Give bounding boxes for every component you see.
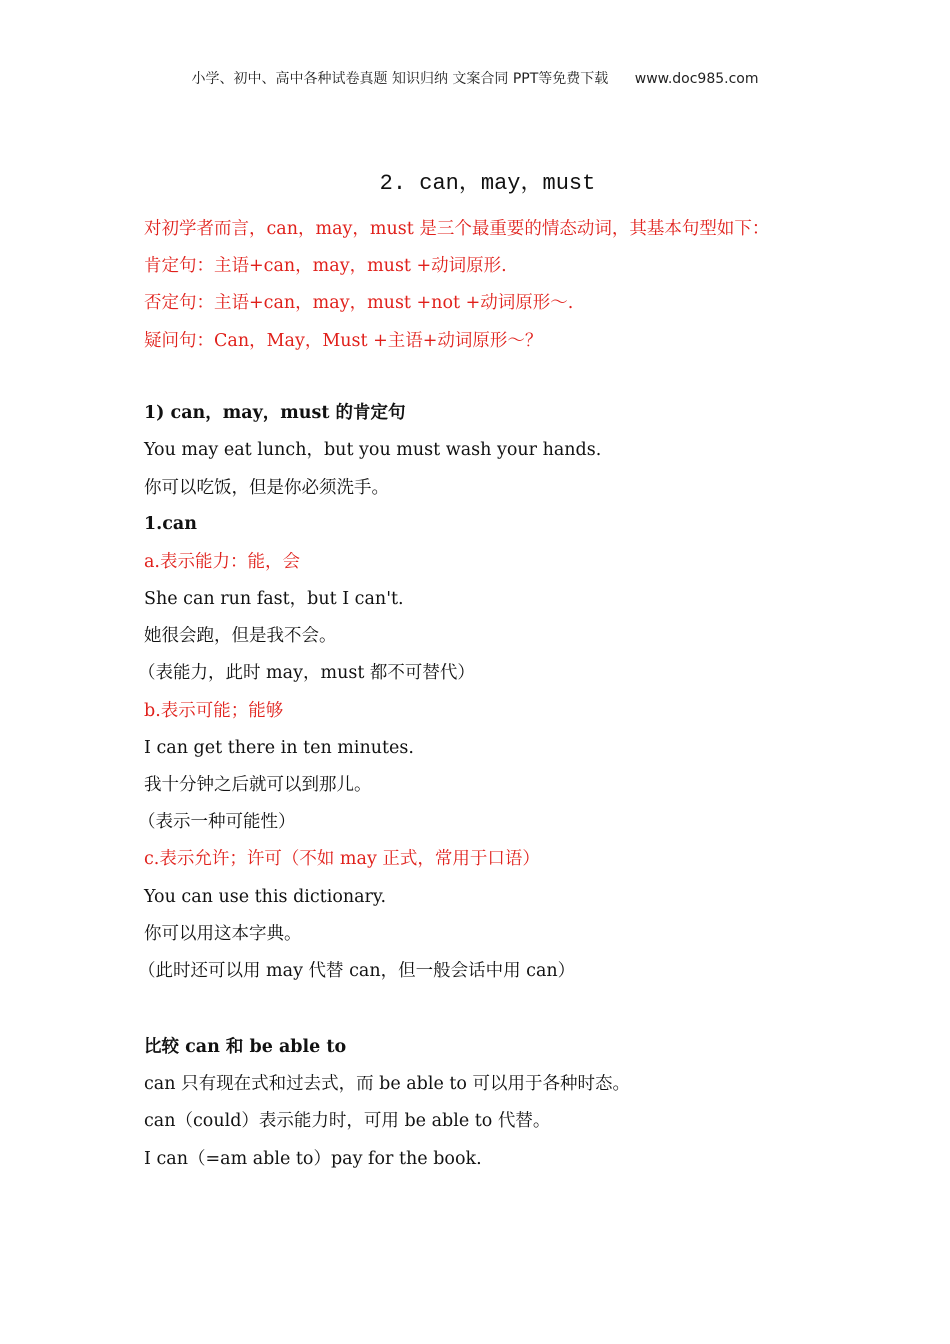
usage-a-label: a.表示能力：能，会 [144,552,300,572]
sub-heading: 1.can [144,514,197,534]
usage-a-english: She can run fast，but I can't. [144,589,404,609]
header-text: 小学、初中、高中各种试卷真题 知识归纳 文案合同 PPT等免费下载 [191,71,609,87]
example-chinese: 你可以吃饭，但是你必须洗手。 [144,478,389,498]
compare-line: can 只有现在式和过去式，而 be able to 可以用于各种时态。 [144,1074,631,1094]
compare-line: can（could）表示能力时，可用 be able to 代替。 [144,1111,551,1131]
intro-line: 对初学者而言，can，may，must 是三个最重要的情态动词，其基本句型如下： [144,219,770,239]
intro-line: 肯定句：主语+can，may，must +动词原形. [144,256,507,276]
page-header [0,68,950,88]
usage-a-chinese: 她很会跑，但是我不会。 [144,626,337,646]
usage-a-note: （表能力，此时 may，must 都不可替代） [138,663,475,683]
compare-heading: 比较 can 和 be able to [144,1037,347,1057]
section-heading: 1) can，may，must 的肯定句 [144,403,406,423]
usage-c-note: （此时还可以用 may 代替 can，但一般会话中用 can） [138,961,576,981]
compare-line: I can（=am able to）pay for the book. [144,1149,482,1169]
header-site-link[interactable]: www.doc985.com [634,71,759,87]
usage-c-english: You can use this dictionary. [144,887,387,907]
page-title: 2. can，may，must [379,171,596,196]
intro-line: 疑问句：Can，May，Must +主语+动词原形～？ [144,331,543,351]
usage-b-label: b.表示可能；能够 [144,701,284,721]
usage-b-note: （表示一种可能性） [138,812,296,832]
usage-c-chinese: 你可以用这本字典。 [144,924,302,944]
intro-line: 否定句：主语+can，may，must +not +动词原形～. [144,293,574,313]
usage-b-english: I can get there in ten minutes. [144,738,414,758]
example-english: You may eat lunch，but you must wash your hands. [144,440,602,460]
usage-b-chinese: 我十分钟之后就可以到那儿。 [144,775,372,795]
usage-c-label: c.表示允许；许可（不如 may 正式，常用于口语） [144,849,540,869]
